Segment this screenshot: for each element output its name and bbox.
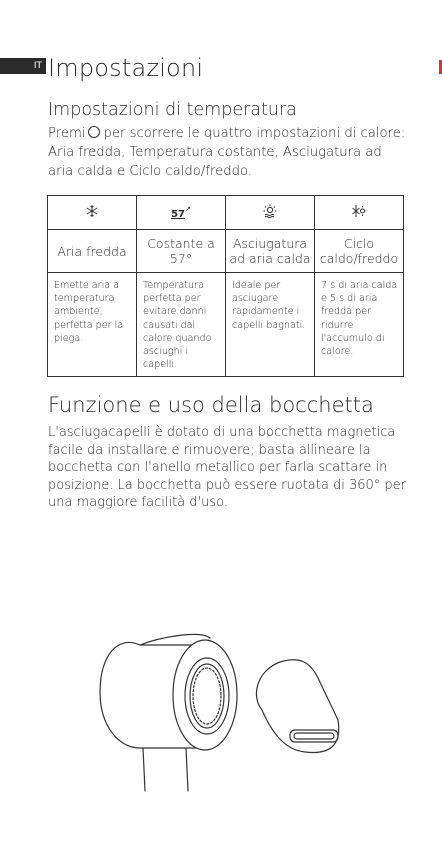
hot-cold-cycle-icon [315, 196, 404, 230]
constant-temp-icon: 57↗ [137, 196, 226, 230]
descriptions-row [48, 273, 404, 377]
snowflake-icon [48, 196, 137, 230]
names-row [48, 230, 404, 273]
language-tab: IT [0, 58, 46, 74]
icons-row [48, 196, 404, 230]
temperature-settings-table [47, 195, 404, 377]
hot-air-icon [226, 196, 315, 230]
setting-description: Emette aria a temperatura ambiente, perfetta per la piega. [48, 273, 137, 377]
page-title: Impostazioni [48, 54, 204, 82]
section-title-temperature: Impostazioni di temperatura [48, 100, 297, 120]
section-title-nozzle: Funzione e uso della bocchetta [48, 393, 374, 417]
setting-name: Asciugatura ad aria calda [226, 230, 315, 273]
setting-name: Costante a 57° [137, 230, 226, 273]
nozzle-description: L'asciugacapelli è dotato di una bocchetta magnetica facile da installare e rimuovere; basta allineare la bocchetta con l'anello metallico per farla scattare in posizione. La bocchetta può essere ruotata di 360° per una maggiore facilità d'uso. [48, 425, 406, 510]
setting-description: 7 s di aria calda e 5 s di aria fredda per ridurre l'accumulo di calore. [315, 273, 404, 377]
temperature-intro [48, 124, 408, 181]
setting-name: Aria fredda [48, 230, 137, 273]
mode-button-icon [88, 126, 100, 138]
intro-text-after: per scorrere le quattro impostazioni di calore: Aria fredda, Temperatura costante, Asciugatura ad aria calda e Ciclo caldo/freddo. [48, 126, 406, 179]
hair-dryer-illustration [0, 600, 442, 851]
dryer-handle [143, 748, 145, 791]
constant-temp-icon-label: 57 [171, 208, 186, 220]
setting-description: Temperatura perfetta per evitare danni causati dal calore quando asciughi i capelli. [137, 273, 226, 377]
setting-name: Ciclo caldo/freddo [315, 230, 404, 273]
setting-description: Ideale per asciugare rapidamente i capelli bagnati. [226, 273, 315, 377]
intro-text-before: Premi [48, 126, 86, 141]
